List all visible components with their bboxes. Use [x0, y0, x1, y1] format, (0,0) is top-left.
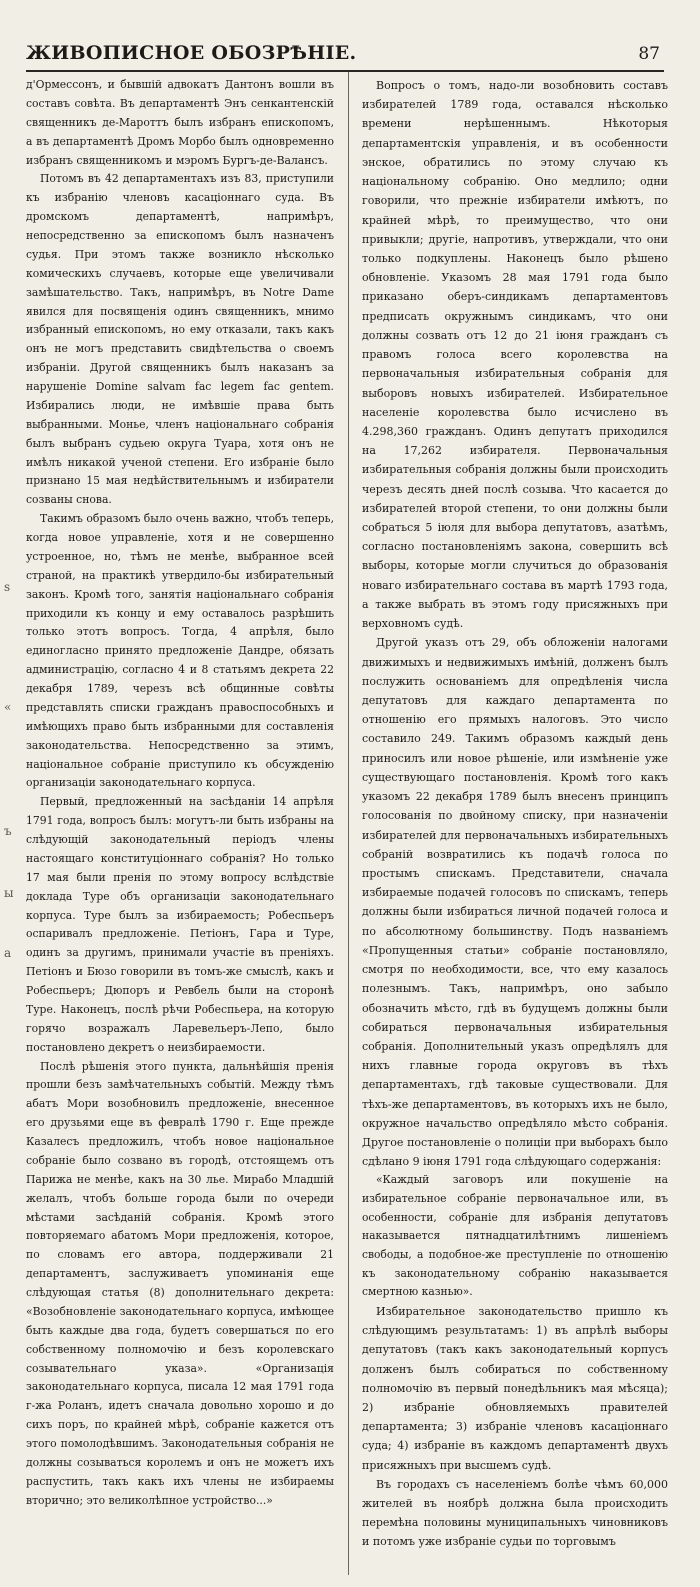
header-rule [26, 70, 664, 72]
margin-mark: ы [4, 886, 14, 900]
paragraph: Первый, предложенный на засѣданіи 14 апрѣля 1791 года, вопросъ былъ: могутъ-ли быть избраны на слѣдующій законодательный періодъ члены настоящаго конституціоннаго собранія? Но только 17 мая были пренія по этому вопросу вслѣдствіе доклада Туре объ организаціи законодательнаго корпуса. Туре былъ за избираемость; Робеспьеръ оспаривалъ предложеніе. Петіонъ, Гара и Туре, одинъ за другимъ, принимали участіе въ преніяхъ. Петіонъ и Бюзо говорили въ томъ-же смыслѣ, какъ и Робеспьеръ; Дюпоръ и Ревбель были на сторонѣ Туре. Наконецъ, послѣ рѣчи Робеспьера, на которую горячо возражалъ Ларевельеръ-Лепо, было постановлено декретъ о неизбираемости. [26, 795, 334, 1054]
page-number: 87 [638, 44, 660, 64]
paragraph: Такимъ образомъ было очень важно, чтобъ теперь, когда новое управленіе, хотя и не совершенно устроенное, но, тѣмъ не менѣе, выбранное всей страной, на практикѣ утвердило-бы избирательный законъ. Кромѣ того, занятія національнаго собранія приходили къ концу и ему оставалось разрѣшить только этотъ вопросъ. Тогда, 4 апрѣля, было единогласно принято предложеніе Дандре, обязать администрацію, согласно 4 и 8 статьямъ декрета 22 декабря 1789, черезъ всѣ общинные совѣты представлять списки гражданъ правоспособныхъ и имѣющихъ право быть избранными для составленія законодательства. Непосредственно за этимъ, національное собраніе приступило къ обсужденію организаціи законодательнаго корпуса. [26, 512, 334, 790]
paragraph: д'Ормессонъ, и бывшій адвокатъ Дантонъ вошли въ составъ совѣта. Въ департаментѣ Энъ сенкантенскій священникъ де-Мароттъ былъ избранъ епископомъ, а въ департаментѣ Дромъ Морбо былъ одновременно избранъ священникомъ и мэромъ Бургъ-де-Валансъ. [26, 78, 334, 167]
column-divider [348, 72, 349, 1575]
paragraph: Вопросъ о томъ, надо-ли возобновить составъ избирателей 1789 года, оставался нѣсколько времени нерѣшеннымъ. Нѣкоторыя департаментскія управленія, и въ особенности энское, обратились по этому случаю къ національному собранію. Оно медлило; одни говорили, что прежніе избиратели имѣютъ, по крайней мѣрѣ, то преимущество, что они привыкли; другіе, напротивъ, утверждали, что они только подкуплены. Наконецъ было рѣшено обновленіе. Указомъ 28 мая 1791 года было приказано оберъ-синдикамъ департаментовъ предписать окружнымъ синдикамъ, что они должны созвать отъ 12 до 21 іюня гражданъ съ правомъ голоса всего королевства на первоначальныя избирательныя собранія для выборовъ новыхъ избирателей. Избирательное населеніе королевства было исчислено въ 4.298,360 гражданъ. Одинъ депутатъ приходился на 17,262 избирателя. Первоначальныя избирательныя собранія должны были происходить черезъ десять дней послѣ созыва. Что касается до избирателей второй степени, то они должны были собраться 5 іюля для выбора депутатовъ, азатѣмъ, согласно постановленіямъ закона, совершить всѣ выборы, которые могли случиться до образованія новаго избирательнаго состава въ мартѣ 1793 года, а также выбрать въ этомъ году присяжныхъ при верховномъ судѣ. [362, 79, 668, 631]
left-column [26, 76, 334, 1511]
paragraph: Потомъ въ 42 департаментахъ изъ 83, приступили къ избранію членовъ касаціоннаго суда. Въ дромскомъ департаментѣ, напримѣръ, непосредственно за епископомъ былъ назначенъ судья. При этомъ также возникло нѣсколько комическихъ случаевъ, которые еще увеличивали замѣшательство. Такъ, напримѣръ, въ Notre Dame явился для посвященія одинъ священникъ, мнимо избранный епископомъ, но ему отказали, такъ какъ онъ не могъ представить свидѣтельства о своемъ избраніи. Другой священникъ былъ наказанъ за нарушеніе Domine salvam fac legem fac gentem. Избирались люди, не имѣвшіе права быть выбранными. Монье, членъ національнаго собранія былъ выбранъ судьею округа Туара, хотя онъ не имѣлъ никакой ученой степени. Его избраніе было признано 15 мая недѣйствительнымъ и избиратели созваны снова. [26, 172, 334, 507]
margin-mark: ъ [4, 824, 12, 838]
running-header [26, 30, 664, 64]
paragraph: Послѣ рѣшенія этого пункта, дальнѣйшія пренія прошли безъ замѣчательныхъ событій. Между тѣмъ абатъ Мори возобновилъ предложеніе, внесенное его друзьями еще въ февралѣ 1790 г. Еще прежде Казалесъ предложилъ, чтобъ новое національное собраніе было созвано въ городѣ, отстоящемъ отъ Парижа не менѣе, какъ на 30 лье. Мирабо Младшій желалъ, чтобъ больше города были по очереди мѣстами засѣданій собранія. Кромѣ этого повторяемаго абатомъ Мори предложенія, которое, по словамъ его автора, поддерживали 21 департаментъ, заслуживаетъ упоминанія еще слѣдующая статья (8) дополнительнаго декрета: «Возобновленіе законодательнаго корпуса, имѣющее быть каждые два года, будетъ совершаться по его собственному полномочію и безъ королевскаго созывательнаго указа». «Организація законодательнаго корпуса, писала 12 мая 1791 года г-жа Роланъ, идетъ сначала довольно хорошо и до сихъ поръ, по крайней мѣрѣ, собраніе кажется отъ этого помолодѣвшимъ. Законодательныя собранія не должны созываться королемъ и онъ не можетъ ихъ распустить, такъ какъ ихъ члены не избираемы вторично; это великолѣпное устройство...» [26, 1059, 334, 1507]
margin-mark: « [4, 700, 12, 714]
margin-mark: а [4, 946, 12, 960]
journal-title: ЖИВОПИСНОЕ ОБОЗРѢНІЕ. [26, 42, 357, 64]
right-column [362, 76, 668, 1552]
quote-paragraph: «Каждый заговоръ или покушеніе на избирательное собраніе первоначальное или, въ особенности, собраніе для избранія депутатовъ наказывается пятнадцатилѣтнимъ лишеніемъ свободы, а подобное-же преступленіе по отношенію къ законодательному собранію наказывается смертною казнью». [362, 1173, 668, 1299]
paragraph: Другой указъ отъ 29, объ обложеніи налогами движимыхъ и недвижимыхъ имѣній, долженъ былъ послужить основаніемъ для опредѣленія числа депутатовъ для каждаго департамента по отношенію его прямыхъ налоговъ. Это число составило 249. Такимъ образомъ каждый день приносилъ или новое рѣшеніе, или измѣненіе уже существующаго постановленія. Кромѣ того какъ указомъ 22 декабря 1789 былъ внесенъ принципъ голосованія по двойному списку, при назначеніи избирателей для первоначальныхъ избирательныхъ собраній возвратились къ подачѣ голоса по простымъ спискамъ. Представители, сначала избираемые подачей голосовъ по спискамъ, теперь должны были избираться личной подачей голоса и по абсолютному большинству. Подъ названіемъ «Пропущенныя статьи» собраніе постановляло, смотря по необходимости, все, что ему казалось полезнымъ. Такъ, напримѣръ, оно забыло обозначить мѣсто, гдѣ въ будущемъ должны были собираться первоначальныя избирательныя собранія. Дополнительный указъ опредѣлялъ для нихъ главные города округовъ въ тѣхъ департаментахъ, гдѣ таковые существовали. Для тѣхъ-же департаментовъ, въ которыхъ ихъ не было, окружное начальство опредѣляло мѣсто собранія. Другое постановленіе о полиціи при выборахъ было сдѣлано 9 іюня 1791 года слѣдующаго содержанія: [362, 636, 668, 1169]
margin-marks [2, 0, 16, 1587]
paragraph: Избирательное законодательство пришло къ слѣдующимъ результатамъ: 1) въ апрѣлѣ выборы депутатовъ (такъ какъ законодательный корпусъ долженъ былъ собираться по собственному полномочію въ первый понедѣльникъ мая мѣсяца); 2) избраніе обновляемыхъ правителей департамента; 3) избраніе членовъ касаціоннаго суда; 4) избраніе въ каждомъ департаментѣ двухъ присяжныхъ при высшемъ судѣ. [362, 1304, 668, 1472]
margin-mark: s [4, 580, 11, 594]
paragraph: Въ городахъ съ населеніемъ болѣе чѣмъ 60,000 жителей въ ноябрѣ должна была происходить перемѣна половины муниципальныхъ чиновниковъ и потомъ уже избраніе судьи по торговымъ [362, 1477, 668, 1549]
